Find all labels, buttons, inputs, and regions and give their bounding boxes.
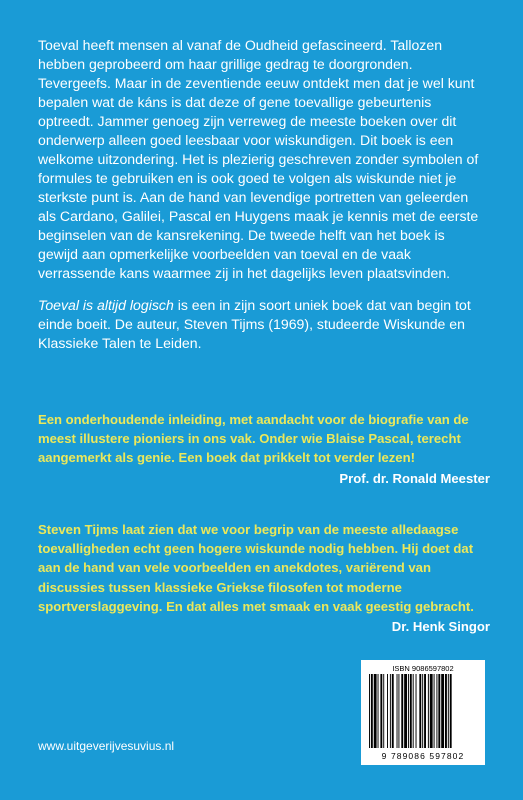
- barcode-bar: [369, 674, 370, 748]
- barcode-bar: [416, 674, 417, 748]
- blurb-paragraph-1: Toeval heeft mensen al vanaf de Oudheid gefascineerd. Tallozen hebben geprobeerd om haar grillige gedrag te doorgronden. Tevergeefs. Maar in de zeventiende eeuw ontdekt men dat je wel kunt bepalen wat de káns is dat deze of gene toevallige gebeurtenis optreedt. Jammer genoeg zijn verreweg de meeste boeken over dit onderwerp alleen goed leesbaar voor wiskundigen. Dit boek is een welkome uitzondering. Het is plezierig geschreven zonder symbolen of formules te gebruiken en is ook goed te volgen als wiskunde niet je sterkste punt is. Aan de hand van levendige portretten van geleerden als Cardano, Galilei, Pascal en Huygens maak je kennis met de eerste beginselen van de kansrekening. De tweede helft van het boek is gewijd aan opmerkelijke voorbeelden van toeval en de vaak verrassende kans waarmee zij in het dagelijks leven plaatsvinden.: [38, 37, 479, 281]
- barcode-bar: [378, 674, 379, 748]
- review-quote-2: [38, 520, 490, 636]
- review-quote-text: Een onderhoudende inleiding, met aandacht voor de biografie van de meest illustere pioniers in ons vak. Onder wie Blaise Pascal, terecht aangemerkt als genie. Een boek dat prikkelt tot verder lezen!: [38, 412, 469, 466]
- barcode-digits: 9 789086 597802: [381, 751, 465, 761]
- review-quote-author: Prof. dr. Ronald Meester: [339, 470, 490, 486]
- review-quote-text: Steven Tijms laat zien dat we voor begrip van de meeste alledaagse toevalligheden echt geen hogere wiskunde nodig hebben. Hij doet dat aan de hand van vele voorbeelden en anekdotes, variërend van discussies tussen klassieke Griekse filosofen tot moderne sportverslaggeving. En dat alles met smaak en vaak geestig gebracht.: [38, 522, 474, 614]
- barcode-bar: [398, 674, 399, 748]
- barcode-bar: [448, 674, 449, 748]
- barcode-bar: [413, 674, 414, 748]
- blurb-paragraph-2-rest: is een in zijn soort uniek boek dat van begin tot einde boeit. De auteur, Steven Tijms (1969), studeerde Wiskunde en Klassieke Talen te Leiden.: [38, 297, 471, 351]
- barcode-bar: [419, 674, 421, 748]
- barcode-bar: [445, 674, 447, 748]
- barcode-bar: [434, 674, 435, 748]
- barcode-bar: [392, 674, 394, 748]
- barcode-bar: [424, 674, 426, 748]
- barcode-bar: [380, 674, 382, 748]
- barcode-bar: [422, 674, 423, 748]
- barcode-bar: [410, 674, 412, 748]
- barcode-bar: [428, 674, 429, 748]
- barcode-bar: [430, 674, 433, 748]
- barcode: [361, 660, 485, 765]
- barcode-bar: [390, 674, 391, 748]
- book-title-italic: Toeval is altijd logisch: [38, 297, 174, 313]
- barcode-bars: [367, 674, 479, 748]
- blurb-text: [38, 36, 488, 366]
- barcode-bar: [397, 674, 398, 748]
- barcode-bar: [387, 674, 388, 748]
- barcode-bar: [450, 674, 452, 748]
- barcode-bar: [371, 674, 373, 748]
- barcode-bar: [401, 674, 403, 748]
- barcode-bar: [441, 674, 444, 748]
- barcode-bar: [383, 674, 384, 748]
- barcode-bar: [374, 674, 377, 748]
- barcode-bar: [408, 674, 409, 748]
- review-quote-author: Dr. Henk Singor: [391, 619, 490, 635]
- review-quote-1: [38, 410, 490, 488]
- barcode-bar: [404, 674, 407, 748]
- barcode-bar: [438, 674, 440, 748]
- blurb-paragraph-2: [38, 296, 488, 353]
- barcode-bar: [436, 674, 437, 748]
- publisher-url[interactable]: www.uitgeverijvesuvius.nl: [38, 739, 175, 753]
- isbn-label: ISBN 9086597802: [392, 664, 454, 673]
